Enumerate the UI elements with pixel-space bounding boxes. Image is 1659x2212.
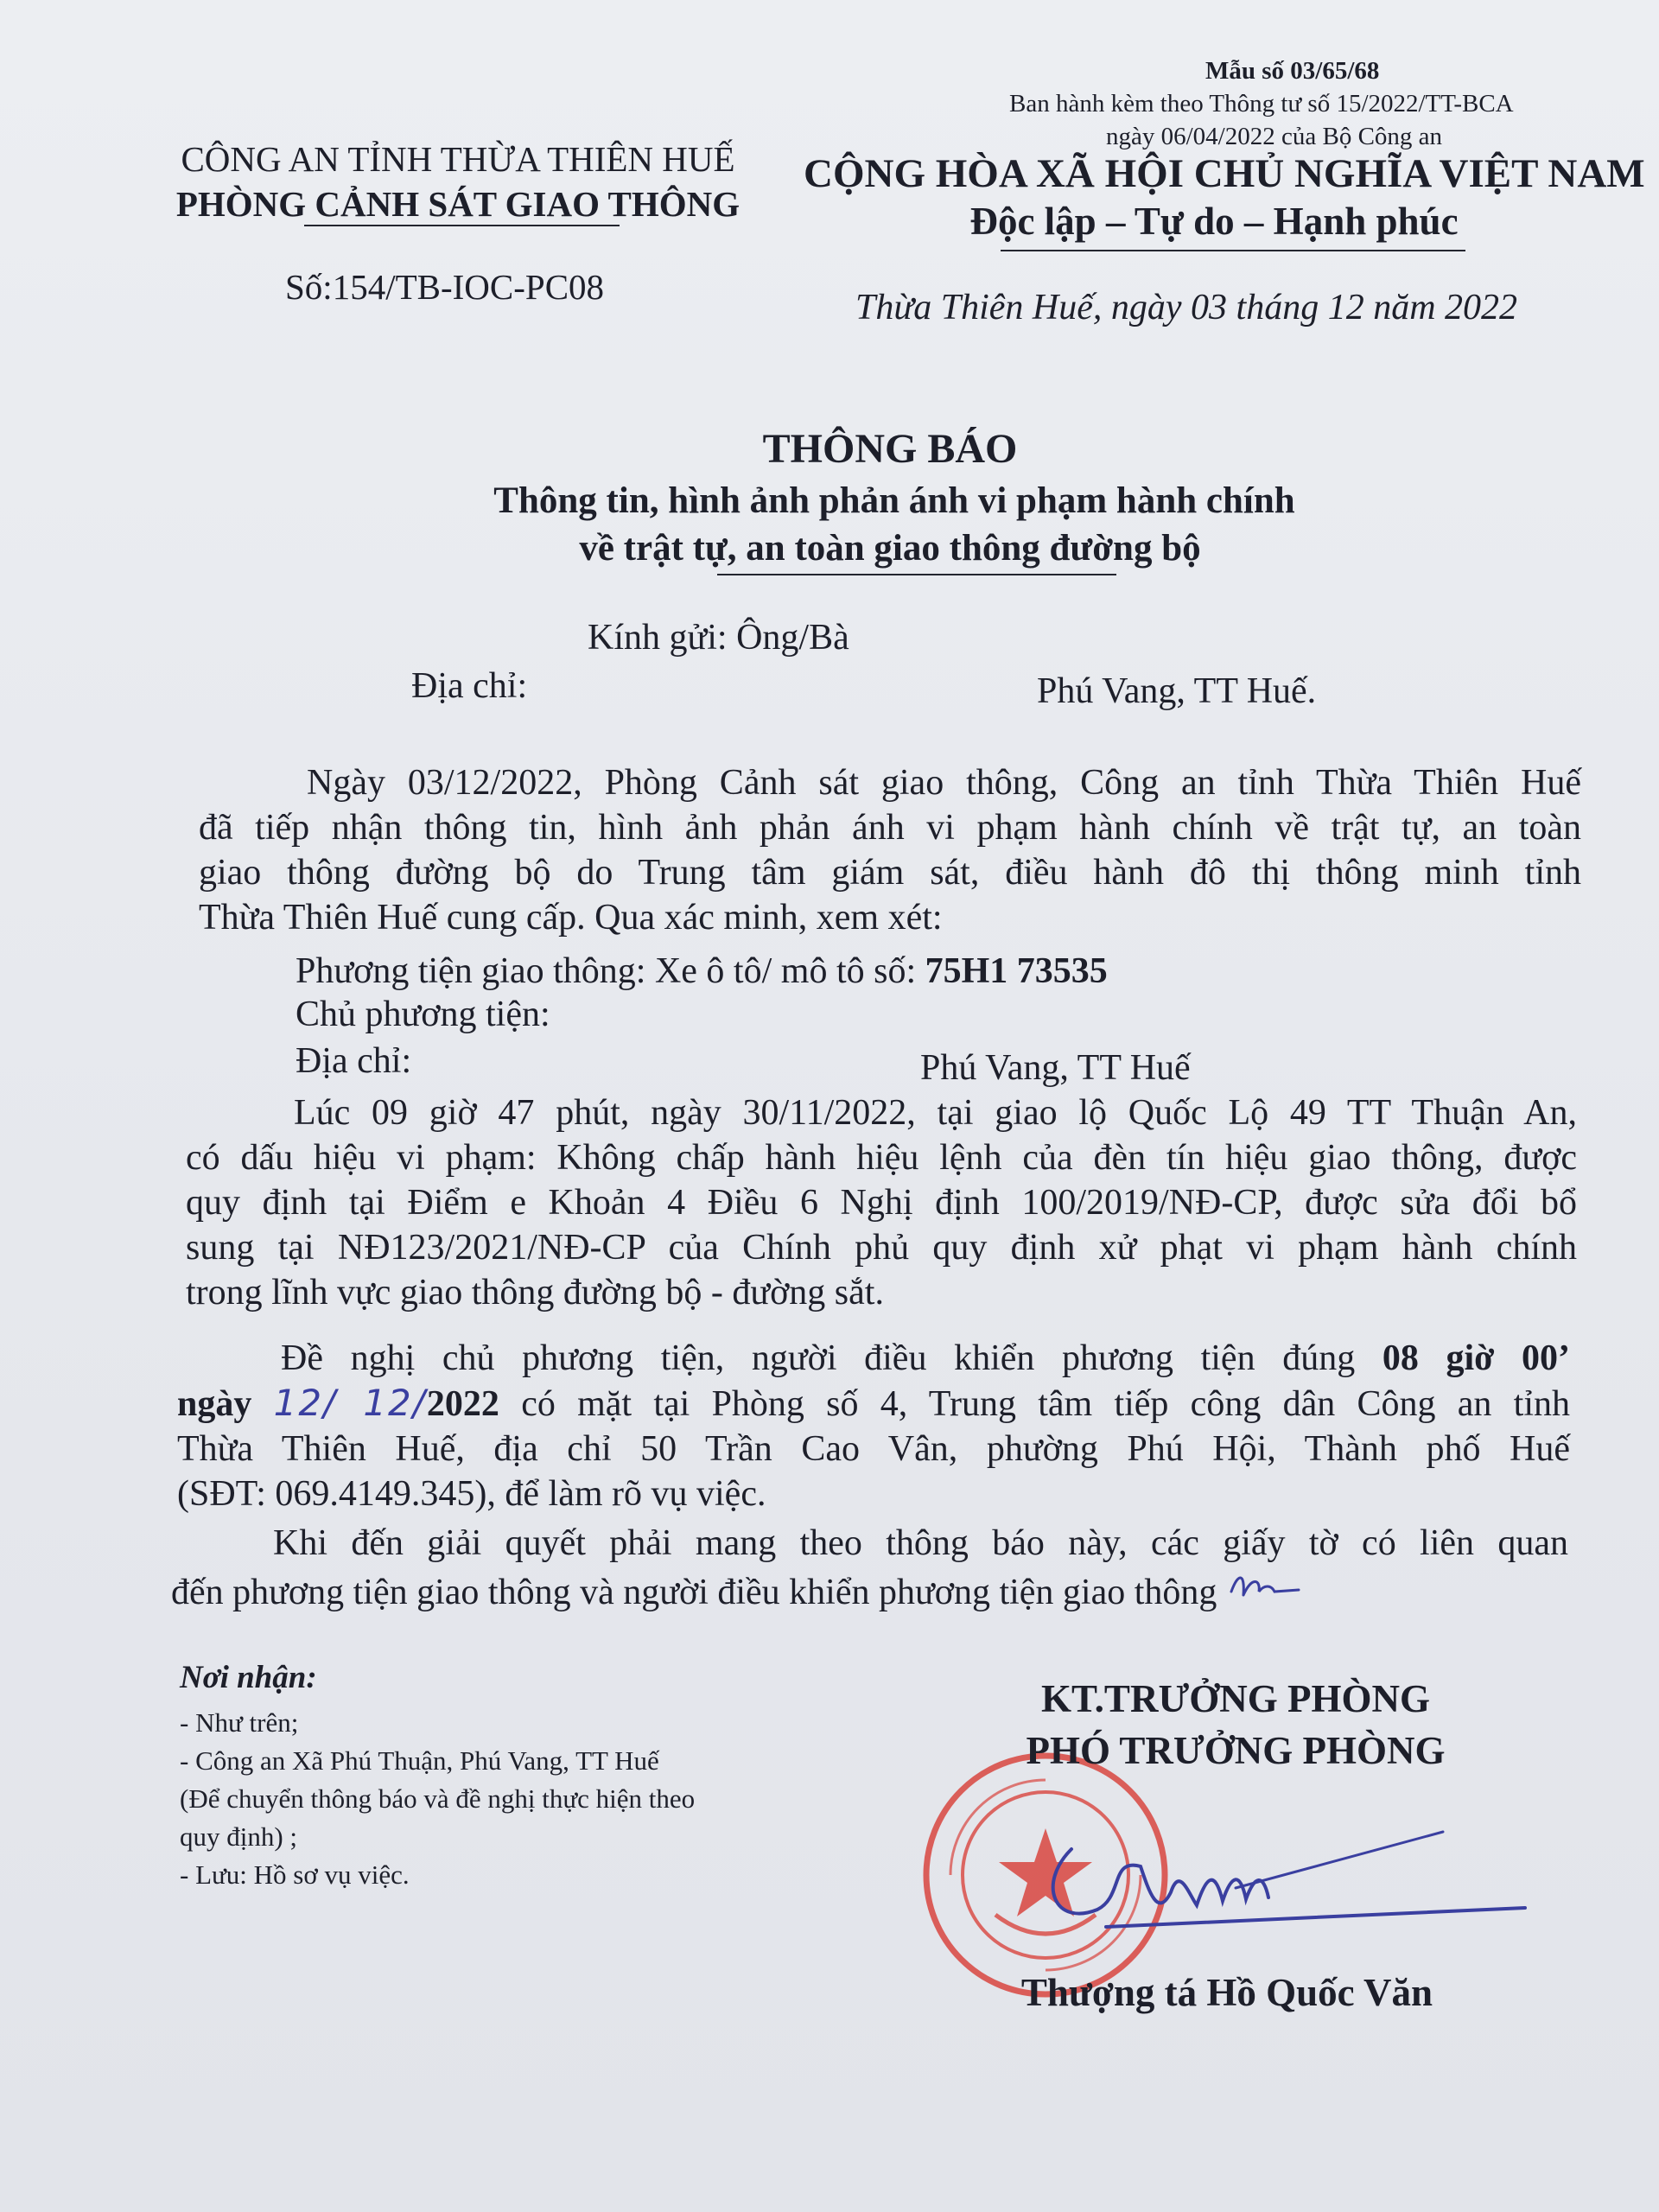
place-date: Thừa Thiên Huế, ngày 03 tháng 12 năm 2022 — [855, 288, 1518, 327]
nation-name: CỘNG HÒA XÃ HỘI CHỦ NGHĨA VIỆT NAM — [804, 151, 1645, 196]
paragraph-1 — [199, 760, 1581, 940]
recipients-heading: Nơi nhận: — [180, 1660, 317, 1695]
form-number: Mẫu số 03/65/68 — [1205, 57, 1380, 85]
form-issued-with: Ban hành kèm theo Thông tư số 15/2022/TT-BCA — [1009, 90, 1514, 118]
appointment-year: 2022 — [426, 1384, 499, 1424]
agency-underline — [304, 225, 620, 226]
handwritten-signature-icon — [1020, 1797, 1538, 1953]
paragraph-line: Khi đến giải quyết phải mang theo thông báo này, các giấy tờ có liên quan — [273, 1523, 1568, 1563]
handwritten-date: 12/ 12/ — [273, 1382, 427, 1424]
paragraph-line: đã tiếp nhận thông tin, hình ảnh phản ánh vi phạm hành chính về trật tự, an toàn — [199, 808, 1581, 848]
owner-address-label: Địa chỉ: — [296, 1041, 412, 1081]
paragraph-line — [177, 1336, 1570, 1381]
paragraph-line: quy định tại Điểm e Khoản 4 Điều 6 Nghị định 100/2019/NĐ-CP, được sửa đổi bổ — [186, 1183, 1577, 1223]
appointment-day-label: ngày — [177, 1384, 252, 1424]
initials-mark-icon — [1226, 1566, 1304, 1609]
owner-address: Phú Vang, TT Huế — [920, 1048, 1191, 1088]
recipients-item: - Lưu: Hồ sơ vụ việc. — [180, 1859, 410, 1890]
paragraph-line: Lúc 09 giờ 47 phút, ngày 30/11/2022, tại giao lộ Quốc Lộ 49 TT Thuận An, — [294, 1093, 1577, 1133]
paragraph-line: Thừa Thiên Huế, địa chỉ 50 Trần Cao Vân, phường Phú Hội, Thành phố Huế — [177, 1429, 1570, 1469]
paragraph-line: Thừa Thiên Huế cung cấp. Qua xác minh, xem xét: — [199, 898, 943, 938]
paragraph-4-last-text: đến phương tiện giao thông và người điều khiển phương tiện giao thông — [171, 1573, 1217, 1612]
recipients-list — [180, 1704, 836, 1894]
paragraph-line: có dấu hiệu vi phạm: Không chấp hành hiệu lệnh của đèn tín hiệu giao thông, được — [186, 1138, 1577, 1178]
recipient-address-label: Địa chỉ: — [411, 666, 528, 706]
recipients-item: quy định) ; — [180, 1821, 298, 1852]
paragraph-line — [177, 1381, 1570, 1427]
recipients-item: - Như trên; — [180, 1707, 299, 1738]
recipients-item: (Để chuyển thông báo và đề nghị thực hiện theo — [180, 1783, 696, 1814]
recipient-address: Phú Vang, TT Huế. — [1037, 671, 1317, 711]
signature-title-2: PHÓ TRƯỞNG PHÒNG — [1026, 1729, 1446, 1772]
document-subtitle-1: Thông tin, hình ảnh phản ánh vi phạm hành chính — [493, 480, 1295, 521]
appointment-place: có mặt tại Phòng số 4, Trung tâm tiếp công dân Công an tỉnh — [521, 1384, 1570, 1424]
paragraph-line: Ngày 03/12/2022, Phòng Cảnh sát giao thông, Công an tỉnh Thừa Thiên Huế — [307, 763, 1581, 803]
owner-label: Chủ phương tiện: — [296, 995, 550, 1034]
appointment-text: Đề nghị chủ phương tiện, người điều khiển phương tiện đúng — [281, 1338, 1356, 1378]
vehicle-plate: 75H1 73535 — [925, 951, 1108, 991]
nation-motto: Độc lập – Tự do – Hạnh phúc — [969, 200, 1459, 243]
paragraph-line: sung tại NĐ123/2021/NĐ-CP của Chính phủ quy định xử phạt vi phạm hành chính — [186, 1228, 1577, 1268]
paragraph-3 — [177, 1336, 1570, 1516]
paragraph-line — [171, 1566, 1568, 1615]
document-number: Số:154/TB-IOC-PC08 — [285, 267, 605, 307]
vehicle-label: Phương tiện giao thông: Xe ô tô/ mô tô số: — [296, 951, 917, 991]
form-issued-date: ngày 06/04/2022 của Bộ Công an — [1106, 123, 1443, 150]
title-underline — [717, 574, 1116, 575]
appointment-time: 08 giờ 00’ — [1382, 1338, 1570, 1378]
paragraph-line: giao thông đường bộ do Trung tâm giám sát, điều hành đô thị thông minh tỉnh — [199, 853, 1581, 893]
salutation: Kính gửi: Ông/Bà — [588, 618, 849, 658]
paragraph-2 — [186, 1090, 1577, 1315]
document-subtitle-2: về trật tự, an toàn giao thông đường bộ — [579, 528, 1201, 569]
motto-underline — [1001, 250, 1465, 251]
paragraph-4 — [171, 1521, 1568, 1615]
recipients-item: - Công an Xã Phú Thuận, Phú Vang, TT Huế — [180, 1745, 659, 1776]
document-title: THÔNG BÁO — [762, 426, 1018, 472]
agency-unit: PHÒNG CẢNH SÁT GIAO THÔNG — [175, 184, 741, 224]
agency-parent: CÔNG AN TỈNH THỪA THIÊN HUẾ — [181, 139, 735, 179]
paragraph-line: (SĐT: 069.4149.345), để làm rõ vụ việc. — [177, 1474, 766, 1514]
paragraph-line: trong lĩnh vực giao thông đường bộ - đường sắt. — [186, 1273, 884, 1313]
vehicle-line — [296, 950, 1108, 992]
signer-name: Thượng tá Hồ Quốc Văn — [1020, 1971, 1433, 2014]
signature-title-1: KT.TRƯỞNG PHÒNG — [1041, 1677, 1430, 1720]
